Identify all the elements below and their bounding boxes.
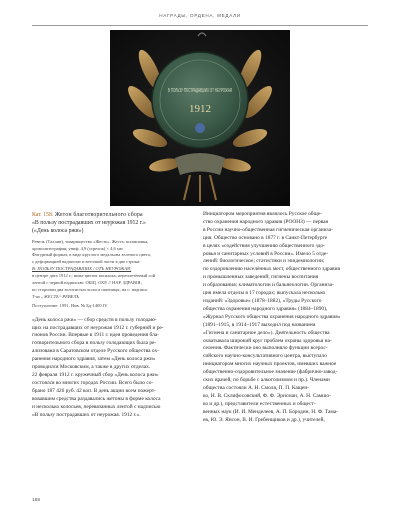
inscription-line-3: лентой с черной надписью: ОБЩ. ОХР. // НАР. ЗДРАВІЯ; (32, 280, 142, 286)
body-line: «Журнал Русского общества охранения народного здравия» (203, 313, 341, 320)
body-line: и несколько колосьев, перевязанных лентой с надписью (32, 403, 161, 410)
body-line: ко и др.), представители естественных и общест- (203, 400, 316, 407)
body-line: сийского научно-консультативного центра, выступало (203, 353, 327, 360)
page-number: 168 (32, 498, 41, 503)
body-line: венных наук (И. И. Менделеев, А. П. Бородин, Н. Ф. Тама- (203, 408, 338, 415)
body-line: ских врачей, по борьбе с алкоголизмом и пр.). Членами (203, 377, 330, 384)
body-line: «Гигиена и санитарное дело»). Деятельность общества (203, 329, 330, 336)
left-column (32, 211, 191, 419)
body-line: ство охранения народного здравия (РООНЗ) — первая (203, 218, 329, 225)
body-line: и образования; климатологии и бальнеологии. Организа- (203, 282, 334, 289)
detail-line: Ревель (Таллин), товарищество «Жесть». Жесть: штамповка, (32, 238, 149, 244)
body-line: селения. Фактически оно выполняло функции всерос- (203, 345, 328, 352)
body-line: гионов России. Впервые в 1911 г. идея проведения бла- (32, 332, 159, 339)
body-line: ция имела отделы в 17 городах; выпускала несколько (203, 290, 326, 297)
body-line: вовавшим средства раздавались жетоны в форме колоса (32, 395, 161, 402)
title-line-2: «В пользу пострадавших от неурожая 1912 г.» (32, 220, 146, 227)
badge-illustration (0, 30, 400, 206)
left-body (32, 317, 191, 420)
body-line: инициатором многих научных проектов, имевших важное (203, 361, 337, 368)
detail-line: с деформацией надписью и веточкой части в две строки: (32, 259, 141, 265)
body-line: в целях «содействия улучшению общественного здо- (203, 242, 325, 249)
body-line: общественно-оздоровительное значение (фабрично-завод- (203, 369, 338, 376)
body-line: общества охранения народного здравия» (1884–1890), (203, 305, 328, 312)
title-line-3: («День колоса ржи») (32, 228, 84, 235)
title-line-1: Жетон благотворительного сбора (54, 212, 143, 218)
inscription-line-2: в центре дата 1912 г.; ниже цветок василька, переплетённый сой (32, 273, 156, 279)
body-line: проводился Московским, а также в других отделах. (32, 364, 151, 371)
running-header: НАГРАДЫ, ОРДЕНА, МЕДАЛИ (159, 13, 241, 18)
body-line: ко, Н. В. Склифосовский, Ф. Ф. Эрисман, А. Н. Самшо- (203, 392, 331, 399)
provenance (32, 303, 191, 310)
body-line: ция. Общество основано в 1877 г. в Санкт-Петербурге (203, 234, 328, 241)
inscription-line-5: Т‑во „ЖЕСТЬ“ РЕВЕЛЬ (32, 293, 80, 299)
body-line: охватывала широкий круг проблем охраны здоровья на- (203, 337, 332, 344)
body-line: ализована в Саратовском отделе Русского общества ох- (32, 348, 159, 355)
header-rule (32, 25, 368, 26)
body-line: лений: биологическое; статистики и эпидемиологии; (203, 258, 325, 265)
body-line: (1891–1915, в 1914–1917 выходил под названием (203, 321, 316, 328)
body-line: ев, Ю. Э. Янсон, В. И. Гребенщиков и др.), учителей, (203, 416, 325, 423)
body-line: готворительного сбора в пользу голодающих была ре- (32, 340, 157, 347)
body-line: изданий: «Здоровье» (1878–1882), «Труды Русского (203, 297, 322, 304)
body-line: 22 февраля 1912 г. кружечный сбор «День колоса ржи» (32, 372, 159, 379)
body-line: «День колоса ржи» — сбор средств в пользу голодаю- (32, 316, 157, 323)
body-line: ровья и санитарных условий в России». Имело 5 отде- (203, 250, 329, 257)
right-column (203, 211, 368, 424)
body-line: брано 187 426 руб. 42 коп. В день акции всем пожерт- (32, 387, 156, 394)
body-line: в России научно-общественная гигиеническая организа- (203, 226, 333, 233)
badge-medallion (152, 52, 248, 148)
inscription-line-4: по сторонам два золотистых колоса пшеницы; на с. надпись: (32, 286, 149, 292)
cornflower-icon (195, 123, 205, 133)
catalog-title (32, 211, 191, 236)
provenance-text: Поступление: 1991. Инв. № Бд‑1400 IV (32, 302, 108, 308)
body-line: щих на пострадавших от неурожая 1912 г. губерний и ре- (32, 324, 164, 331)
body-line: Инициатором мероприятия являлось Русское обще- (203, 211, 322, 217)
inscription-line-1: В: ПОЛЬЗУ ПОСТРАДАВШИХ / ОТЪ НЕУРОЖАЯ, (32, 266, 132, 272)
body-line: по оздоровлению населённых мест, общественного здравия (203, 266, 340, 273)
badge-photo (0, 30, 400, 206)
body-line: ранения народного здравия, затем «День колоса ржи» (32, 356, 156, 363)
badge-text-top: В ПОЛЬЗУ ПОСТРАДАВШИХ ОТ НЕУРОЖАЯ (168, 88, 233, 94)
body-line: «В пользу пострадавших от неурожая. 1912 г.». (32, 411, 141, 418)
badge-year: 1912 (189, 103, 211, 115)
body-line: состоялся во многих городах России. Всего было со- (32, 379, 154, 386)
detail-line: хромолитография; униф. 4,9 (стрелок) × 4,6 мм (32, 245, 123, 251)
catalog-details (32, 239, 191, 301)
body-line: и промышленных заведений; гигиены воспитания (203, 274, 319, 281)
detail-line: Фигурный формат, в виде круглого медальона зеленого цвета, (32, 252, 151, 258)
body-line: общества состояли А. Н. Смоля, П. П. Кащен- (203, 384, 309, 391)
catalog-number: Кат. 158. (32, 212, 54, 218)
